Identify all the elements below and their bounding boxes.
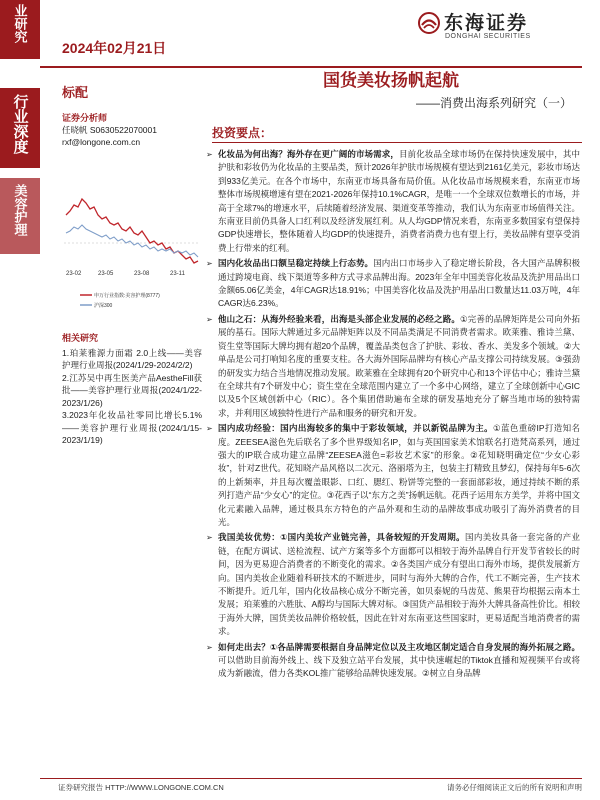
list-item (206, 313, 580, 420)
company-logo (418, 8, 578, 48)
legend-label-csi300: 沪深300 (94, 303, 113, 309)
bullet-lead: 如何走出去？①各品牌需要根据自身品牌定位以及主攻地区制定适合自身发展的海外拓展之路。 (218, 641, 580, 652)
legend-label-beauty: 申万行业指数:美容护理(8777) (94, 293, 160, 299)
sidebar-block-depth (0, 88, 40, 168)
related-item[interactable]: 1.珀莱雅源力面霜 2.0上线——美容护理行业周报(2024/1/29-2024/2/2) (62, 347, 202, 370)
bullet-text: 可以借助目前海外线上、线下及独立站平台发展，其中快速崛起的Tiktok直播和短视频平台或将成为新融流，借力各类KOL推广能够给品牌快速发展。②树立自身品牌 (218, 655, 580, 679)
related-item[interactable]: 2.江苏吴中再生医美产品AestheFill获批——美容护理行业周报(2024/1/22-2023/1/26) (62, 372, 202, 408)
related-research (62, 332, 202, 447)
sidebar-block-category (0, 178, 40, 254)
analyst-name: 任晓帆 S0630522070001 (62, 125, 157, 135)
sidebar-text-2: 行业深度 (11, 94, 29, 154)
report-date: 2024年02月21日 (62, 40, 167, 56)
investment-heading: 投资要点： (212, 126, 273, 140)
report-subtitle: ——消费出海系列研究（一） (415, 96, 572, 110)
industry-rating: 标配 (62, 85, 89, 100)
investment-divider (212, 142, 582, 143)
x-tick-label: 23-08 (134, 271, 150, 277)
bullet-text: ①完善的品牌矩阵是公司向外拓展的基石。国际大牌通过多元品牌矩阵以及不同品类满足不同消费者需求。欧莱雅、雅诗兰黛、资生堂等国际大牌均拥有超20个品牌，覆盖品类包含了护肤、彩妆、香水、美发多个领域。②大单品是公司打响知名度的重要支柱。各大海外国际品牌均有核心产品支撑公司持续发展。③强劲的研发实力结合当地情况推动发展。欧莱雅在全球拥有20个研究中心和13个评估中心；雅诗兰黛在全球共有7个研发中心；资生堂在全球范围内建立了一个多中心网络，建立了全球创新中心GIC以及5个区域创新中心（RIC）。各个集团借助遍布全球的研发基地充分了解当地市场的独特需求，并利用区域独特性进行产品和服务的研究和开发。 (218, 313, 580, 418)
footer-divider (40, 778, 582, 779)
bullet-lead: 他山之石：从海外经验来看，出海是头部企业发展的必经之路。 (218, 313, 461, 324)
bullet-lead: 我国美妆优势：①国内美妆产业链完善，具备较短的开发周期。 (218, 532, 466, 543)
footer-disclaimer: 请务必仔细阅读正文后的所有说明和声明 (447, 783, 582, 792)
sidebar-text-3: 美容护理 (12, 184, 28, 236)
related-item[interactable]: 3.2023年化妆品社零同比增长5.1%——美容护理行业周报(2024/1/15-2023/1/19) (62, 410, 202, 445)
bullet-text: 国内美妆具备一套完备的产业链，在配方调试、送检流程、试产方案等多个方面都可以相较于海外品牌自行开发节省较长的时间，因为更易迎合消费者的不断变化的需求。②各类国产成分有望出口海外市场，提供发展新方向。国内美妆企业随着科研技术的不断进步，同时与海外大牌的合作，代工不断完善，生产技术不断提升。近几年，国内化妆品核心成分不断完善，如贝泰妮的马齿苋、熊果苷均根据云南本土发展；珀莱雅的六胜肽、A醇均与国际大牌对标。③国货产品相较于海外大牌具备高性价比。相较于海外大牌，国货美妆品牌价格较低，因此在针对东南亚这些国家时，更易适配当地消费者的需求。 (218, 532, 580, 637)
logo-chinese-name: 东海证券 (444, 13, 529, 34)
left-sidebar (0, 0, 40, 800)
list-item (206, 148, 580, 255)
report-title: 国货美妆扬帆起航 (323, 71, 459, 90)
analyst-info (62, 112, 202, 148)
bullet-text: 目前化妆品全球市场仍在保持快速发展中，其中护肤和彩妆仍为化妆品的主要品类，预计2026年护肤市场规模有望达到2161亿美元，彩妆市场达到933亿美元。在各个市场中，东南亚市场具备布局价值。从化妆品市场规模来看，东南亚市场整体市场规模增速有望在2021-2026年保持10.1%CAGR，是唯一一个全球双位数增长的市场，并高于全球7%的增速水平，后续随着经济发展、渠道变革等推动，我们认为东南亚市场值得关注。东南亚目前仍具备人口红利以及经济发展红利。从人均GDP情况来看，东南亚多数国家有望保持GDP快速增长，整体随着人均GDP的快速提升，消费者消费力也有望上行，美妆品牌有望享受消费上行带来的红利。 (218, 149, 580, 253)
analyst-heading: 证券分析师 (62, 113, 108, 123)
logo-mark-icon (418, 12, 440, 34)
bullet-lead: 国内成功经验：国内出海较多的集中于彩妆领域，并以新锐品牌为主。 (218, 423, 493, 434)
sidebar-text-1: 业研究 (12, 4, 28, 43)
series-line-beauty-index (66, 199, 198, 263)
related-heading: 相关研究 (62, 333, 99, 343)
index-chart (58, 185, 204, 315)
bullet-text: ①蓝色重磅IP打造知名度。ZEESEA滋色先后联名了多个世界级知名IP，如与英国国家美术馆联名打造梵高系列，通过强大的IP联合成功建立品牌“ZEESEA滋色=彩妆艺术家”的形象。②花知晓明确定位“少女心彩妆”，针对Z世代。花知晓产品风格以二次元、洛丽塔为主，包装主打精致且梦幻，保持每年5-6次的上新频率，并且每次覆盖眼影、口红、腮红、粉饼等完整的一套面部彩妆，通过持续不断的系列打造产品“少女心”的定位。③花西子以“东方之美”扬帆远航。花西子运用东方美学，并将中国文化元素融入品牌，通过极具东方特色的产品外观和生动的品牌故事成功吸引了海外消费者的目光。 (218, 423, 580, 527)
bullet-lead: 国内化妆品出口额呈稳定持续上行态势。 (218, 258, 374, 269)
list-item (206, 422, 580, 529)
sidebar-block-industry-research (0, 0, 40, 59)
x-tick-label: 23-02 (66, 271, 82, 277)
x-tick-label: 23-11 (170, 271, 185, 277)
bullet-text: 国内出口市场步入了稳定增长阶段，各大国产品牌积极通过跨境电商、线下渠道等多种方式寻求品牌出海。2023年全年中国美容化妆品及洗护用品出口金额65.06亿美金，4年CAGR达18.91%；中国美容化妆品及洗护用品出口数量达11.03万吨，4年CAGR达6.23%。 (218, 258, 580, 309)
logo-english-name: DONGHAI SECURITIES (445, 33, 531, 40)
analyst-email: rxf@longone.com.cn (62, 137, 141, 147)
list-item (206, 641, 580, 681)
list-item (206, 531, 580, 638)
list-item (206, 257, 580, 311)
footer-website[interactable]: 证券研究报告 HTTP://WWW.LONGONE.COM.CN (58, 783, 224, 792)
investment-highlights (206, 148, 580, 683)
x-tick-label: 23-05 (98, 271, 114, 277)
bullet-lead: 化妆品为何出海？海外存在更广阔的市场需求， (218, 149, 400, 159)
